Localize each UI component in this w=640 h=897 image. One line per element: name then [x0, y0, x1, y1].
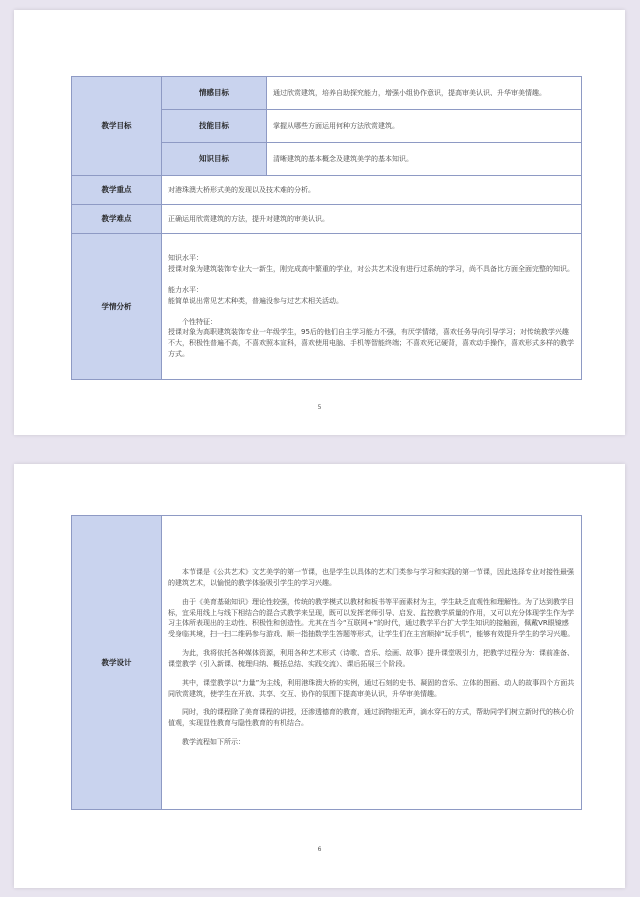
design-paragraph: 由于《美育基础知识》理论性较强，传统的教学模式以教材和板书等平面素材为主，学生缺乏直观性和理解性。为了达到教学目标，宜采用线上与线下相结合的混合式教学来呈现，既可以发挥老师引导、启发、监控教学质量的作用，又可以充分体现学生作为学习主体所表现出的主动性、积极性和创造性。尤其在当今“互联网+”的时代，通过教学平台扩大学生知识的接触面，佩戴VR眼镜感受身临其境，扫一扫二维码参与游戏、顺一指抽数学生答题等形式，让学生们在主宫顺掉“玩手机”，能够有效提升学生的学习兴趣。: [168, 597, 575, 639]
teaching-goals-header: 教学目标: [72, 77, 162, 176]
emotion-goal-label: 情感目标: [162, 77, 267, 110]
ability-level-title: 能力水平：: [168, 285, 203, 294]
teaching-difficulty-header: 教学难点: [72, 205, 162, 234]
document-page-1: [14, 10, 625, 435]
lesson-plan-table-bottom: [71, 515, 582, 810]
knowledge-level-title: 知识水平：: [168, 254, 203, 263]
ability-level-text: 能简单说出常见艺术种类，普遍没参与过艺术相关活动。: [168, 296, 343, 305]
personality-text: 授课对象为高职建筑装饰专业一年级学生，95后的他们自主学习能力不强，有厌学情绪，喜欢任务导向引导学习；对传统教学兴趣不大，积极性普遍不高，不喜欢照本宣科，喜欢使用电脑、手机等智能终端；不喜欢死记硬背，喜欢动手操作，喜欢形式多样的教学方式。: [168, 328, 574, 359]
design-paragraph: 其中，课堂教学以“力量”为主线，利用港珠澳大桥的实例，通过石刻的史书、凝固的音乐、立体的图画、动人的故事四个方面共同欣赏建筑，使学生在开放、共享、交互、协作的氛围下提高审美认识，升华审美情趣。: [168, 678, 575, 698]
design-paragraph: 教学流程如下所示：: [182, 738, 245, 747]
personality-title: 个性特征：: [182, 317, 217, 326]
design-paragraph: 本节课是《公共艺术》文艺美学的第一节课，也是学生以具体的艺术门类参与学习和实践的第一节课，因此选择专业对接性最强的建筑艺术，以愉悦的教学体验吸引学生的学习兴趣。: [168, 568, 574, 587]
design-paragraph: 为此，我将依托各种媒体资源，利用各种艺术形式（诗歌、音乐、绘画、故事）提升课堂吸引力，把教学过程分为：课前准备、课堂教学（引入新课、梳理归纳、概括总结、实践交流）、课后拓展三个阶段。: [168, 649, 574, 668]
design-paragraph: 同时，我的课程除了美育课程的讲授，还渗透德育的教育，通过润物细无声，滴水穿石的方式，帮助同学们树立新时代的核心价值观，实现显性教育与隐性教育的有机结合。: [168, 708, 574, 728]
teaching-key-header: 教学重点: [72, 176, 162, 205]
document-page-2: [14, 464, 625, 888]
skill-goal-label: 技能目标: [162, 110, 267, 143]
student-analysis-header: 学情分析: [72, 234, 162, 380]
teaching-design-body: [162, 516, 582, 810]
emotion-goal-text: 通过欣赏建筑，培养自助探究能力，增强小组协作意识，提高审美认识、升华审美情趣。: [267, 77, 582, 110]
page-number: 6: [317, 846, 322, 853]
knowledge-goal-text: 清晰建筑的基本概念及建筑美学的基本知识。: [267, 143, 582, 176]
skill-goal-text: 掌握从哪些方面运用何种方法欣赏建筑。: [267, 110, 582, 143]
teaching-design-header: 教学设计: [72, 516, 162, 810]
lesson-plan-table-top: [71, 76, 582, 380]
page-number: 5: [317, 404, 322, 411]
teaching-difficulty-text: 正确运用欣赏建筑的方法，提升对建筑的审美认识。: [162, 205, 582, 234]
teaching-key-text: 对港珠澳大桥形式美的发现以及技术难的分析。: [162, 176, 582, 205]
student-analysis-body: [162, 234, 582, 380]
knowledge-goal-label: 知识目标: [162, 143, 267, 176]
knowledge-level-text: 授课对象为建筑装饰专业大一新生，刚完成高中繁重的学业，对公共艺术没有进行过系统的学习，尚不具备比方面全面完整的知识。: [168, 264, 574, 273]
